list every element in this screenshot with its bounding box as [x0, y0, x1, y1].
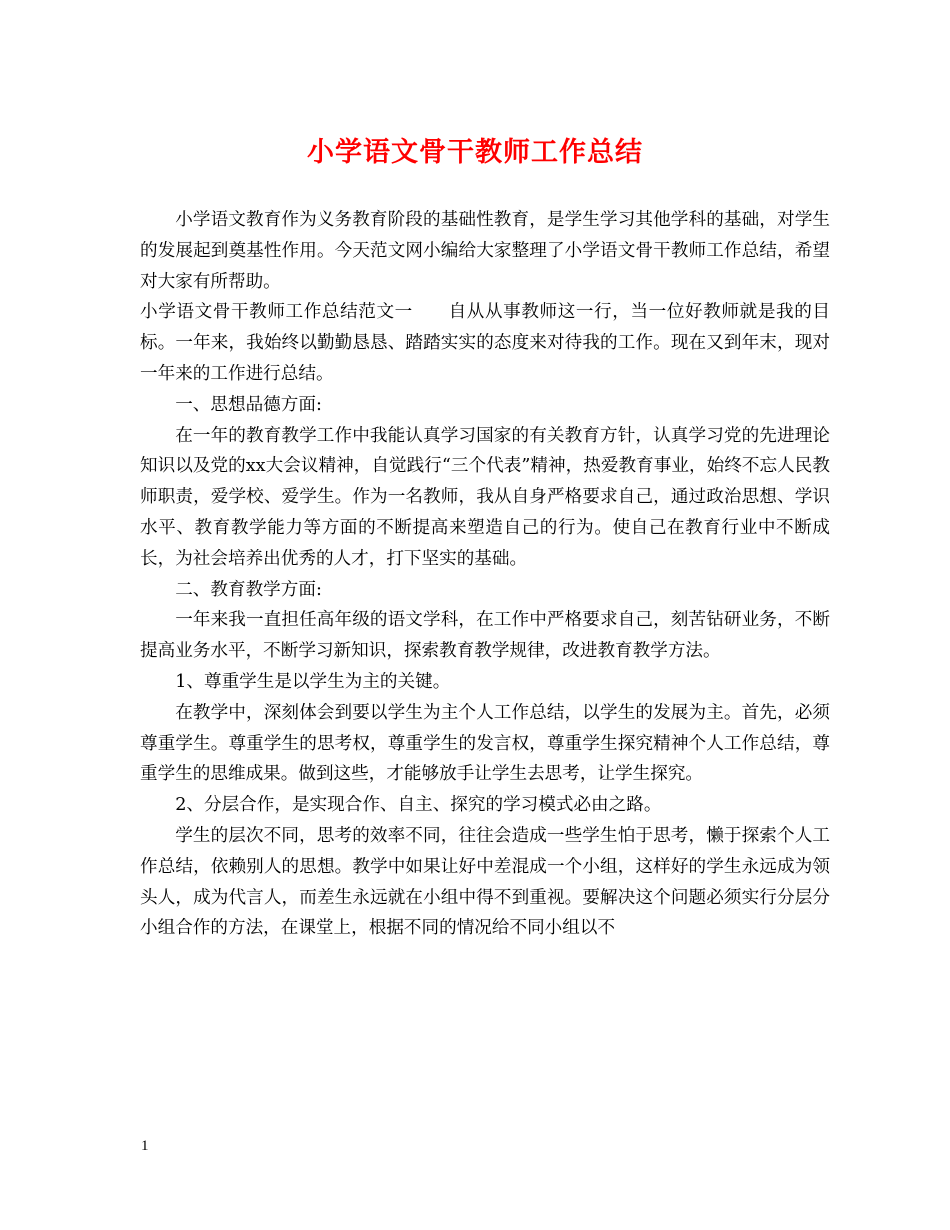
page-number: 1: [141, 1138, 149, 1154]
section-1-heading: 一、思想品德方面:: [175, 394, 322, 415]
intro-paragraph: 小学语文教育作为义务教育阶段的基础性教育，是学生学习其他学科的基础，对学生的发展起到奠基性作用。今天范文网小编给大家整理了小学语文骨干教师工作总结，希望对大家有所帮助。: [140, 210, 830, 292]
point-1-paragraph: 在教学中，深刻体会到要以学生为主个人工作总结，以学生的发展为主。首先，必须尊重学生。尊重学生的思考权，尊重学生的发言权，尊重学生探究精神个人工作总结，尊重学生的思维成果。做到这些，才能够放手让学生去思考，让学生探究。: [140, 702, 830, 785]
point-2-paragraph: 学生的层次不同，思考的效率不同，往往会造成一些学生怕于思考，懒于探索个人工作总结，依赖别人的思想。教学中如果让好中差混成一个小组，这样好的学生永远成为领头人，成为代言人，而差生永远就在小组中得不到重视。要解决这个问题必须实行分层分小组合作的方法，在课堂上，根据不同的情况给不同小组以不: [140, 825, 830, 939]
document-body: [140, 205, 830, 944]
sample-opening-text: 自从从事教师这一行，当一位好教师就是我的目标。一年来，我始终以勤勤恳恳、踏踏实实的态度来对待我的工作。现在又到年末，现对一年来的工作进行总结。: [140, 302, 830, 384]
sample-heading: 小学语文骨干教师工作总结范文一: [140, 302, 413, 323]
document-title: 小学语文骨干教师工作总结: [307, 137, 643, 168]
section-1-paragraph: 在一年的教育教学工作中我能认真学习国家的有关教育方针，认真学习党的先进理论知识以及党的xx大会议精神，自觉践行“三个代表”精神，热爱教育事业，始终不忘人民教师职责，爱学校、爱学生。作为一名教师，我从自身严格要求自己，通过政治思想、学识水平、教育教学能力等方面的不断提高来塑造自己的行为。使自己在教育行业中不断成长，为社会培养出优秀的人才，打下坚实的基础。: [140, 425, 830, 569]
section-2-paragraph: 一年来我一直担任高年级的语文学科，在工作中严格要求自己，刻苦钻研业务，不断提高业务水平，不断学习新知识，探索教育教学规律，改进教育教学方法。: [140, 610, 830, 662]
point-2-heading: 2、分层合作，是实现合作、自主、探究的学习模式必由之路。: [175, 795, 662, 816]
point-1-heading: 1、尊重学生是以学生为主的关键。: [175, 671, 451, 692]
sample-paragraph: [140, 297, 830, 389]
section-2-heading: 二、教育教学方面:: [175, 579, 322, 600]
